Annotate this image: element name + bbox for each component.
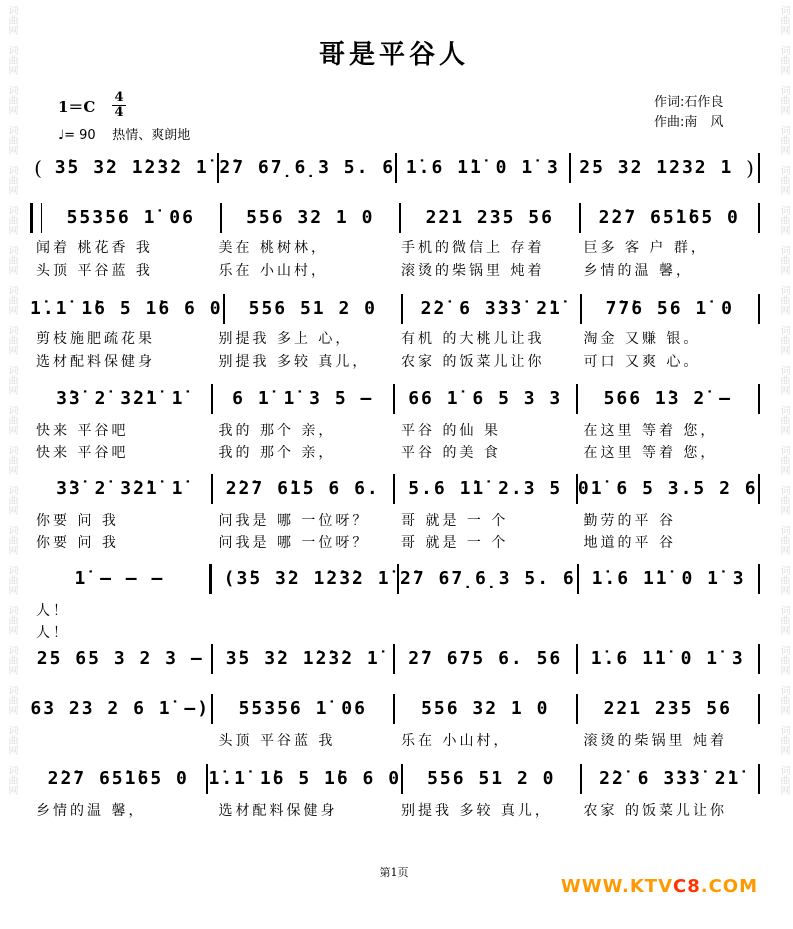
repeat-end-barline — [209, 564, 218, 594]
measure: 6 1̇ 1̇ 3 5 – — [232, 388, 374, 409]
close-paren: ) — [746, 156, 754, 180]
lyric: 平谷 的美 食 — [401, 445, 501, 461]
lyric: 滚烫的柴锅里 炖着 — [583, 733, 727, 749]
lyric — [578, 600, 761, 620]
measure: 221 235 56 — [603, 698, 732, 719]
lyric: 乡情的温 馨， — [36, 803, 146, 819]
measure: 2̇7 67̣6̣3 5. 6 — [219, 157, 396, 178]
music-row — [30, 646, 760, 672]
lyric: 地道的平 谷 — [583, 535, 676, 551]
lyric: 头顶 平谷蓝 我 — [36, 263, 153, 279]
time-top: 4 — [114, 90, 124, 105]
lyric: 选材配料保健身 — [36, 354, 155, 370]
measure: 2̇2̇7 65̇1̇65 0 — [598, 207, 740, 228]
watermark-left — [1, 0, 15, 929]
measure: 1̇.6 1̇1̇ 0 1̇ 3 — [591, 568, 746, 589]
lyric: 乐在 小山村， — [401, 733, 511, 749]
barline — [758, 474, 760, 504]
lyric: 人！ — [36, 603, 70, 619]
lyric: 我的 那个 亲， — [218, 423, 336, 439]
lyric — [395, 622, 578, 642]
lyric: 手机的微信上 存着 — [401, 240, 545, 256]
lyric — [578, 622, 761, 642]
page-number: 第1页 — [379, 866, 409, 879]
lyric: 可口 又爽 心。 — [583, 354, 701, 370]
lyric: 哥 就是 一 个 — [401, 535, 509, 551]
open-paren: ( — [34, 156, 42, 180]
measure: 2̇7 675 6. 56 — [408, 648, 563, 669]
lyric-row — [30, 442, 760, 462]
measure: 1̇.6 1̇1̇ 0 1̇ 3 — [405, 157, 560, 178]
barline — [758, 384, 760, 414]
measure: 2̇7 67̣6̣3 5. 6 — [400, 568, 576, 589]
lyric: 头顶 平谷蓝 我 — [218, 733, 336, 749]
music-row — [30, 155, 760, 181]
music-row — [30, 766, 760, 792]
lyric-row — [30, 420, 760, 440]
measure: 566 1̇3 2̇ – — [603, 388, 732, 409]
lyric — [213, 600, 396, 620]
measure: 2̇2̇ 6 3̇3̇3̇ 2̇1̇ — [420, 298, 562, 319]
measure: 1̇.1̇ 1̇6 5 1̇6 6 0 — [30, 298, 223, 319]
measure: (3̇5 3̇2 1̇2̇3̇2 1̇ — [223, 568, 391, 589]
lyric-row — [30, 351, 760, 371]
music-row — [30, 566, 760, 592]
measure: 3̇3̇ 2̇ 3̇2̇1̇ 1̇ — [56, 478, 185, 499]
time-signature — [112, 91, 126, 120]
measure: 01̇ 6 5 3.5 2 6 — [577, 478, 758, 499]
measure: 221 235 56 — [425, 207, 554, 228]
lyric: 乐在 小山村， — [218, 263, 328, 279]
lyric: 平谷 的仙 果 — [401, 423, 501, 439]
barline — [758, 564, 760, 594]
measure: 63 23 2 6 1̇ –) — [30, 698, 211, 719]
lyric: 问我是 哪 一位呀？ — [218, 535, 370, 551]
lyric: 乡情的温 馨， — [583, 263, 693, 279]
site-logo-part: WWW.KTV — [560, 876, 673, 897]
lyric: 在这里 等着 您， — [583, 423, 718, 439]
lyric-row — [30, 510, 760, 530]
measure: 3̇5 3̇2 1̇2̇3̇2 1̇ — [54, 157, 209, 178]
measure: 2̇2̇7 6̇1̇5 6 6. — [225, 478, 380, 499]
barline — [758, 153, 760, 183]
lyric-row — [30, 328, 760, 348]
measure: 55356 1̇ 06 — [66, 207, 195, 228]
music-row — [30, 696, 760, 722]
watermark-text: 词曲网 词曲网 词曲网 词曲网 词曲网 词曲网 词曲网 词曲网 词曲网 词曲网 词曲网 词曲网 词曲网 词曲网 词曲网 词曲网 词曲网 词曲网 词曲网 词曲网 — [6, 5, 17, 805]
lyric: 我的 那个 亲， — [218, 445, 336, 461]
tempo-marking — [58, 124, 190, 143]
composer: 作曲:南 风 — [654, 115, 724, 130]
barline — [758, 294, 760, 324]
time-bottom: 4 — [112, 105, 126, 120]
lyric: 快来 平谷吧 — [36, 445, 129, 461]
mood-marking: 热情、爽朗地 — [112, 128, 191, 143]
watermark-right — [773, 0, 787, 929]
measure: 1̇.1̇ 1̇6 5 1̇6 6 0 — [208, 768, 402, 789]
measure: 1̇.6 1̇1̇ 0 1̇ 3 — [590, 648, 745, 669]
lyric-row — [30, 260, 760, 280]
barline — [758, 203, 760, 233]
song-title: 哥是平谷人 — [318, 40, 469, 70]
measure: 25 65 3 2 3 – — [36, 648, 204, 669]
lyric: 别提我 多上 心， — [218, 331, 353, 347]
credits — [654, 93, 723, 133]
measure: 3̇3̇ 2̇ 3̇2̇1̇ 1̇ — [56, 388, 185, 409]
lyric: 淘金 又赚 银。 — [583, 331, 701, 347]
key-signature: 1＝C — [58, 98, 96, 116]
measure: 66 1̇ 6 5 3 3 — [408, 388, 563, 409]
barline — [758, 694, 760, 724]
lyric: 别提我 多较 真儿， — [218, 354, 370, 370]
lyric-row — [30, 532, 760, 552]
music-row — [30, 296, 760, 322]
lyric: 你要 问 我 — [36, 513, 119, 529]
measure: 556 51 2 0 — [248, 298, 377, 319]
lyric: 人！ — [36, 625, 70, 641]
lyric: 农家 的饭菜儿让你 — [401, 354, 545, 370]
lyric: 问我是 哪 一位呀？ — [218, 513, 370, 529]
measure: 7̇7̇6 56 1̇ 0 — [605, 298, 734, 319]
measure: 556 32 1 0 — [246, 207, 375, 228]
lyric-row — [30, 622, 760, 642]
lyric: 哥 就是 一 个 — [401, 513, 509, 529]
lyric: 剪枝施肥疏花果 — [36, 331, 155, 347]
measure: 2̇2̇7 65̇1̇65 0 — [47, 768, 189, 789]
lyric: 你要 问 我 — [36, 535, 119, 551]
lyric: 快来 平谷吧 — [36, 423, 129, 439]
tempo-value: ♩= 90 — [58, 128, 96, 143]
site-logo-part: C8 — [673, 876, 701, 897]
lyric-row — [30, 800, 760, 820]
lyric: 勤劳的平 谷 — [583, 513, 676, 529]
lyric: 在这里 等着 您， — [583, 445, 718, 461]
barline — [758, 764, 760, 794]
lyric: 巨多 客 户 群， — [583, 240, 708, 256]
measure: 556 32 1 0 — [421, 698, 550, 719]
watermark-text: 词曲网 词曲网 词曲网 词曲网 词曲网 词曲网 词曲网 词曲网 词曲网 词曲网 词曲网 词曲网 词曲网 词曲网 词曲网 词曲网 词曲网 词曲网 词曲网 词曲网 — [778, 5, 789, 805]
measure: 556 51 2 0 — [427, 768, 556, 789]
site-logo — [561, 876, 758, 897]
measure: 2̇2̇ 6 3̇3̇3̇ 2̇1̇ — [599, 768, 741, 789]
lyric-row — [30, 730, 760, 750]
lyric — [30, 730, 213, 750]
lyric: 农家 的饭菜儿让你 — [583, 803, 727, 819]
measure: 5.6 1̇1̇ 2.3 5 — [408, 478, 563, 499]
music-row — [30, 386, 760, 412]
lyric: 闻着 桃花香 我 — [36, 240, 153, 256]
music-row — [30, 205, 760, 231]
repeat-start-barline — [30, 203, 42, 233]
lyric-row — [30, 237, 760, 257]
lyric — [395, 600, 578, 620]
lyric: 有机 的大桃儿让我 — [401, 331, 545, 347]
site-logo-part: .COM — [700, 876, 758, 897]
lyric: 选材配料保健身 — [218, 803, 338, 819]
music-row — [30, 476, 760, 502]
lyric: 别提我 多较 真儿， — [401, 803, 552, 819]
measure: 55356 1̇ 06 — [238, 698, 367, 719]
lyric: 美在 桃树林， — [218, 240, 328, 256]
lyricist: 作词:石作良 — [654, 95, 724, 110]
measure: 3̇5 3̇2 1̇2̇3̇2 1̇ — [225, 648, 380, 669]
barline — [758, 644, 760, 674]
measure: 1̇ – – – — [74, 568, 165, 589]
lyric: 滚烫的柴锅里 炖着 — [401, 263, 545, 279]
lyric-row — [30, 600, 760, 620]
measure: 25 32 1232 1 — [579, 157, 734, 178]
lyric — [213, 622, 396, 642]
